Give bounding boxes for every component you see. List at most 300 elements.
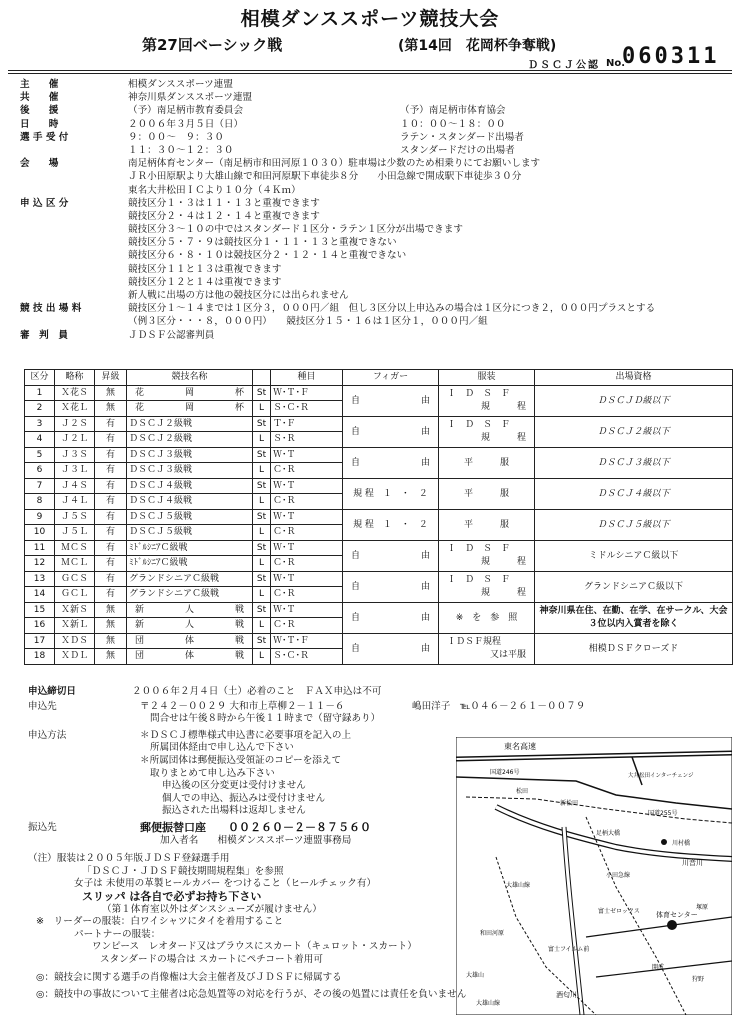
info-value: ＪＲ小田原駅より大雄山線で和田河原駅下車徒歩８分 小田急線で開成駅下車徒歩３０分 — [128, 171, 522, 183]
cell-promotion: 無 — [95, 633, 127, 649]
map-label: 塚原 — [696, 904, 709, 911]
name-part: 花 — [135, 387, 145, 398]
info-value: 競技区分１・３は１１・１３と重複できます — [128, 197, 320, 209]
cell-abbr: Ｘ花Ｌ — [55, 401, 95, 417]
info-row — [20, 236, 732, 249]
name-part: 戦 — [234, 620, 244, 631]
info-row — [20, 223, 732, 236]
info-row — [20, 315, 732, 328]
name-part: 体 — [184, 651, 194, 662]
cell-figure — [343, 509, 439, 540]
cell-promotion: 有 — [95, 509, 127, 525]
cell-type: L — [253, 494, 271, 510]
cell-qualification: 神奈川県在住、在勤、在学、在サークル、大会３位以内入賞者を除く — [535, 602, 733, 633]
cell-figure — [343, 540, 439, 571]
cell-promotion: 有 — [95, 525, 127, 541]
deadline-label: 申込締切日 — [28, 686, 76, 697]
cell-name — [127, 525, 253, 541]
name-part: 岡 — [184, 403, 194, 414]
cell-events: Ｗ･Ｔ･Ｆ — [271, 385, 343, 401]
table-row — [25, 478, 733, 494]
info-row — [20, 263, 732, 276]
contact-value: 嶋田洋子 ℡０４６－２６１－００７９ — [412, 700, 586, 712]
name-text: ＤＳＣＪ２級戦 — [129, 434, 193, 445]
cell-abbr: Ｊ２Ｓ — [55, 416, 95, 432]
cell-no: 12 — [25, 556, 55, 572]
cell-abbr: ＸＤＬ — [55, 649, 95, 665]
cell-name — [127, 432, 253, 448]
event-subtitle: 第27回ベーシック戦 — [142, 36, 283, 54]
venue-map-drawing — [456, 737, 732, 1015]
figure-part: 由 — [420, 550, 430, 561]
cell-promotion: 有 — [95, 463, 127, 479]
cell-qualification: ミドルシニアＣ級以下 — [535, 540, 733, 571]
info-row — [20, 91, 732, 104]
note-line: （第１体育室以外はダンスシューズが履けません） — [102, 903, 322, 915]
name-text: ＤＳＣＪ５級戦 — [129, 527, 193, 538]
address-value: 〒２４２－００２９ 大和市上草柳２－１１－６ — [140, 700, 345, 712]
map-label: 大雄山 — [466, 972, 485, 979]
name-text: ＤＳＣＪ４級戦 — [129, 496, 193, 507]
name-part: 杯 — [234, 403, 244, 414]
cell-attire — [439, 571, 535, 602]
cell-events: Ｃ･Ｒ — [271, 618, 343, 634]
map-label: 体育センター — [656, 911, 698, 919]
attire-line: 規 程 — [480, 587, 526, 598]
info-label: 申 込 区 分 — [20, 197, 69, 209]
cell-no: 1 — [25, 385, 55, 401]
cell-figure — [343, 416, 439, 447]
info-row — [20, 210, 732, 223]
cell-events: Ｗ･Ｔ･Ｆ — [271, 633, 343, 649]
cell-no: 8 — [25, 494, 55, 510]
info-row — [20, 78, 732, 91]
cell-abbr: ＭＣＳ — [55, 540, 95, 556]
cell-name — [127, 618, 253, 634]
venue-map — [456, 737, 732, 1015]
serial-no-label: No. — [606, 58, 626, 69]
cell-no: 3 — [25, 416, 55, 432]
deadline-value: ２００６年２月４日（土）必着のこと ＦＡＸ申込は不可 — [132, 686, 382, 697]
note-line: パートナーの服装： — [74, 928, 161, 940]
map-label: 狩野 — [692, 976, 705, 983]
name-part: 体 — [184, 635, 194, 646]
info-value: 神奈川県ダンススポーツ連盟 — [128, 92, 253, 104]
hours-value: 問合せは午後８時から午後１１時まで（留守録あり） — [150, 713, 381, 725]
figure-part: 自 — [351, 612, 361, 623]
cell-name — [127, 447, 253, 463]
info-label: 競 技 出 場 料 — [20, 303, 82, 315]
info-row — [20, 276, 732, 289]
cell-promotion: 有 — [95, 540, 127, 556]
method-line: 取りまとめて申し込み下さい — [150, 767, 275, 779]
note-line: 「ＤＳＣＪ・ＪＤＳＦ競技期間規程集」を参照 — [82, 865, 284, 877]
cell-qualification: ＤＳＣＪ５級以下 — [535, 509, 733, 540]
name-part: 団 — [135, 651, 145, 662]
cell-promotion: 有 — [95, 556, 127, 572]
info-row — [20, 104, 732, 117]
cell-events: Ｃ･Ｒ — [271, 525, 343, 541]
cell-events: Ｗ･Ｔ — [271, 509, 343, 525]
method-line: 振込された出場料は返却しません — [162, 805, 306, 817]
map-label: 大雄山線 — [476, 1000, 501, 1007]
deadline-row — [20, 686, 732, 699]
table-row — [25, 447, 733, 463]
cell-name — [127, 401, 253, 417]
info-value: 東名大井松田ＩＣより１０分（４Ｋｍ） — [128, 184, 301, 196]
name-part: 人 — [184, 604, 194, 615]
info-row — [20, 184, 732, 197]
info-value: ＪＤＳＦ公認審判員 — [128, 329, 215, 341]
info-label: 後 援 — [20, 105, 59, 117]
map-label: 川村橋 — [672, 840, 691, 847]
map-label: 新松田 — [560, 800, 579, 807]
cell-abbr: Ｊ４Ｌ — [55, 494, 95, 510]
figure-text: 規 程 １ ・ ２ — [353, 488, 428, 499]
cell-events: Ｃ･Ｒ — [271, 556, 343, 572]
cell-events: Ｓ･Ｒ — [271, 432, 343, 448]
cell-figure — [343, 385, 439, 416]
name-part: 人 — [184, 620, 194, 631]
cell-no: 6 — [25, 463, 55, 479]
name-part: 新 — [135, 620, 145, 631]
cell-name — [127, 416, 253, 432]
cell-qualification: ＤＳＣＪＤ級以下 — [535, 385, 733, 416]
cell-promotion: 無 — [95, 649, 127, 665]
figure-part: 由 — [420, 395, 430, 406]
info-value: 競技区分２・４は１２・１４と重複できます — [128, 210, 320, 222]
figure-part: 由 — [420, 581, 430, 592]
info-row — [20, 249, 732, 262]
cell-promotion: 無 — [95, 385, 127, 401]
note-line: ワンピース レオタード又はブラウスにスカート（キュロット・スカート） — [92, 941, 417, 953]
info-value: 競技区分６・８・１０は競技区分２・１２・１４と重複できない — [128, 250, 407, 262]
table-row — [25, 385, 733, 401]
table-row — [25, 509, 733, 525]
cell-attire — [439, 509, 535, 540]
page-title: 相模ダンススポーツ競技大会 — [240, 8, 500, 30]
cell-type: L — [253, 556, 271, 572]
cell-events: Ｃ･Ｒ — [271, 494, 343, 510]
cell-name — [127, 385, 253, 401]
col-header-promotion: 昇級 — [95, 370, 127, 386]
cell-qualification: ＤＳＣＪ３級以下 — [535, 447, 733, 478]
cell-attire — [439, 540, 535, 571]
address-label: 申込先 — [28, 700, 57, 712]
col-header-figure: フィガー — [343, 370, 439, 386]
info-value: （例３区分・・・８，０００円） 競技区分１５・１６は１区分１，０００円／組 — [128, 316, 488, 328]
table-row — [25, 540, 733, 556]
cell-no: 5 — [25, 447, 55, 463]
map-label: 川音川 — [682, 859, 703, 867]
name-text: ＤＳＣＪ３級戦 — [129, 465, 193, 476]
cell-type: St — [253, 571, 271, 587]
note-line: ※ リーダーの服装：白ワイシャツにタイを着用すること — [36, 916, 284, 928]
info-row — [20, 197, 732, 210]
map-label: 東名高速 — [504, 742, 536, 751]
figure-part: 由 — [420, 457, 430, 468]
table-row — [25, 602, 733, 618]
cell-type: L — [253, 649, 271, 665]
cell-figure — [343, 633, 439, 664]
info-value: 競技区分１１と１３は重複できます — [128, 263, 282, 275]
payment-name: 加入者名 相模ダンススポーツ連盟事務局 — [160, 834, 352, 846]
cell-promotion: 無 — [95, 602, 127, 618]
map-label: 国道255号 — [648, 810, 678, 817]
method-line: ＊所属団体は郵便振込受領証のコピーを添えて — [140, 754, 342, 766]
cell-type: L — [253, 432, 271, 448]
cell-events: Ｗ･Ｔ — [271, 571, 343, 587]
info-value: 新人戦に出場の方は他の競技区分には出られません — [128, 290, 349, 301]
name-text: ＤＳＣＪ４級戦 — [129, 480, 193, 491]
map-label: 開成 — [652, 964, 665, 971]
info-row — [20, 157, 732, 170]
note-line: ◎：競技中の事故について主催者は応急処置等の対応を行うが、その後の処置には責任を負いません — [36, 989, 467, 1001]
attire-line: Ｉ Ｄ Ｓ Ｆ — [447, 574, 511, 585]
info-row — [20, 131, 732, 144]
map-label: 大雄山線 — [506, 882, 531, 889]
cell-figure — [343, 571, 439, 602]
info-row — [20, 329, 732, 342]
info-value: 競技区分５・７・９は競技区分１・１１・１３と重複できない — [128, 237, 397, 249]
cell-events: Ｗ･Ｔ — [271, 540, 343, 556]
cell-promotion: 有 — [95, 432, 127, 448]
cell-promotion: 有 — [95, 587, 127, 603]
payment-label: 振込先 — [28, 821, 57, 833]
col-header-category: 区分 — [25, 370, 55, 386]
attire-line: 又は平服 — [489, 649, 526, 660]
cell-promotion: 有 — [95, 494, 127, 510]
map-label: 国道246号 — [490, 769, 520, 776]
cell-qualification: 相模ＤＳＦクローズド — [535, 633, 733, 664]
cell-figure — [343, 602, 439, 633]
info-label: 主 催 — [20, 79, 59, 90]
event-subtitle-2: (第14回 花岡杯争奪戦) — [398, 38, 557, 54]
figure-part: 由 — [420, 426, 430, 437]
header — [0, 0, 740, 72]
col-header-type — [253, 370, 271, 386]
method-line: ＊ＤＳＣＪ標準様式申込書に必要事項を記入の上 — [140, 729, 352, 741]
name-text: グランドシニアＣ級戦 — [129, 573, 220, 584]
info-row — [20, 302, 732, 315]
note-line: ◎：競技会に関する選手の肖像権は大会主催者及びＪＤＳＦに帰属する — [36, 972, 342, 984]
cell-name — [127, 463, 253, 479]
table-row — [25, 633, 733, 649]
method-line: 所属団体経由で申し込んで下さい — [150, 742, 294, 754]
cell-promotion: 無 — [95, 618, 127, 634]
attire-line: 規 程 — [480, 556, 526, 567]
cell-promotion: 有 — [95, 447, 127, 463]
cell-abbr: Ｘ新Ｌ — [55, 618, 95, 634]
name-part: 花 — [135, 403, 145, 414]
note-line: （注）服装は２００５年版ＪＤＳＦ登録選手用 — [28, 853, 230, 865]
info-value: 競技区分１～１４までは１区分３，０００円／組 但し３区分以上申込みの場合は１区分につき２，０００円プラスとする — [128, 303, 656, 315]
attire-text: ※ を 参 照 — [455, 612, 518, 623]
cell-name — [127, 478, 253, 494]
cell-type: St — [253, 447, 271, 463]
cell-abbr: Ｘ新Ｓ — [55, 602, 95, 618]
payment-account: 郵便振替口座 ００２６０－２－８７５６０ — [140, 820, 371, 834]
cell-no: 7 — [25, 478, 55, 494]
name-text: ﾐﾄﾞﾙｼﾆｱＣ級戦 — [129, 558, 188, 569]
cell-type: St — [253, 540, 271, 556]
info-value: （予）南足柄市教育委員会 — [128, 105, 244, 117]
cell-qualification: グランドシニアＣ級以下 — [535, 571, 733, 602]
cell-abbr: Ｊ３Ｌ — [55, 463, 95, 479]
info-row — [20, 289, 732, 302]
name-part: 戦 — [234, 604, 244, 615]
col-header-attire: 服装 — [439, 370, 535, 386]
method-line: 申込後の区分変更は受付けません — [162, 780, 306, 792]
cell-name — [127, 649, 253, 665]
map-label: 酒匂川 — [556, 991, 577, 999]
table-row — [25, 571, 733, 587]
figure-part: 自 — [351, 426, 361, 437]
cell-name — [127, 494, 253, 510]
cell-events: Ｃ･Ｒ — [271, 463, 343, 479]
cell-no: 10 — [25, 525, 55, 541]
header-divider-bottom — [8, 73, 732, 74]
cell-name — [127, 602, 253, 618]
figure-part: 由 — [420, 612, 430, 623]
cell-abbr: ＧＣＬ — [55, 587, 95, 603]
cell-figure — [343, 447, 439, 478]
figure-part: 自 — [351, 395, 361, 406]
name-part: 戦 — [234, 635, 244, 646]
info-row — [20, 144, 732, 157]
cell-type: L — [253, 463, 271, 479]
dscj-certified-label: ＤＳＣＪ公認 — [528, 60, 600, 71]
cell-events: Ｓ･Ｃ･Ｒ — [271, 401, 343, 417]
cell-abbr: Ｊ２Ｌ — [55, 432, 95, 448]
cell-name — [127, 633, 253, 649]
road — [586, 917, 732, 937]
name-text: ＤＳＣＪ３級戦 — [129, 449, 193, 460]
info-label: 審 判 員 — [20, 329, 68, 341]
attire-line: 規 程 — [480, 401, 526, 412]
map-label: 大井松田インターチェンジ — [628, 773, 694, 779]
attire-line: ＩＤＳＦ規程 — [447, 636, 502, 647]
cell-no: 4 — [25, 432, 55, 448]
name-text: ＤＳＣＪ５級戦 — [129, 511, 193, 522]
cell-type: St — [253, 416, 271, 432]
attire-line: Ｉ Ｄ Ｓ Ｆ — [447, 543, 511, 554]
info-label: 選 手 受 付 — [20, 131, 69, 143]
info-value: 南足柄体育センター（南足柄市和田河原１０３０）駐車場は少数のため相乗りにてお願いします — [128, 158, 541, 170]
note-line: 女子は 未使用の革製ヒールカバー をつけること（ヒールチェック有） — [74, 878, 377, 890]
cell-abbr: ＧＣＳ — [55, 571, 95, 587]
cell-figure — [343, 478, 439, 509]
cell-no: 11 — [25, 540, 55, 556]
info-row — [20, 170, 732, 183]
cell-type: L — [253, 525, 271, 541]
figure-part: 自 — [351, 457, 361, 468]
serial-number: 060311 — [622, 44, 720, 69]
info-value: 相模ダンススポーツ連盟 — [128, 79, 233, 90]
info-value: 競技区分１２と１４は重複できます — [128, 276, 282, 288]
map-label: 富士ゼロックス — [598, 908, 640, 915]
header-divider-top — [8, 70, 732, 71]
name-part: 戦 — [234, 651, 244, 662]
figure-part: 自 — [351, 643, 361, 654]
cell-promotion: 無 — [95, 401, 127, 417]
name-part: 団 — [135, 635, 145, 646]
cell-name — [127, 509, 253, 525]
info-value-2: ラテン・スタンダード出場者 — [400, 131, 524, 143]
info-value: 競技区分３～１０の中ではスタンダード１区分・ラテン１区分が出場できます — [128, 224, 463, 236]
col-header-name: 競技名称 — [127, 370, 253, 386]
info-value-2: １０：００～１８：００ — [400, 118, 506, 130]
cell-abbr: Ｊ３Ｓ — [55, 447, 95, 463]
attire-line: Ｉ Ｄ Ｓ Ｆ — [447, 419, 511, 430]
cell-abbr: ＭＣＬ — [55, 556, 95, 572]
cell-events: Ｗ･Ｔ — [271, 478, 343, 494]
map-label: 富士フイルム前 — [548, 946, 590, 953]
hours-row — [20, 713, 732, 726]
cell-events: Ｗ･Ｔ — [271, 447, 343, 463]
cell-qualification: ＤＳＣＪ２級以下 — [535, 416, 733, 447]
cell-abbr: Ｊ４Ｓ — [55, 478, 95, 494]
col-header-events: 種目 — [271, 370, 343, 386]
cell-no: 14 — [25, 587, 55, 603]
figure-part: 自 — [351, 550, 361, 561]
attire-text: 平 服 — [463, 488, 509, 499]
col-header-qualification: 出場資格 — [535, 370, 733, 386]
name-text: ＤＳＣＪ２級戦 — [129, 418, 193, 429]
cell-type: St — [253, 509, 271, 525]
figure-part: 自 — [351, 581, 361, 592]
name-part: 新 — [135, 604, 145, 615]
bridge-marker — [661, 839, 667, 845]
info-value-2: （予）南足柄市体育協会 — [400, 105, 506, 117]
note-line: スタンダードの場合は スカートにペチコート着用可 — [100, 953, 323, 965]
table-row — [25, 416, 733, 432]
cell-promotion: 有 — [95, 478, 127, 494]
name-part: 岡 — [184, 387, 194, 398]
cell-events: Ｔ･Ｆ — [271, 416, 343, 432]
cell-name — [127, 571, 253, 587]
cell-no: 16 — [25, 618, 55, 634]
cell-type: St — [253, 385, 271, 401]
route-246-road — [456, 777, 732, 809]
cell-no: 18 — [25, 649, 55, 665]
map-label: 足柄大橋 — [596, 830, 621, 837]
cell-attire — [439, 416, 535, 447]
attire-text: 平 服 — [463, 457, 509, 468]
map-label: 松田 — [516, 788, 529, 795]
cell-no: 17 — [25, 633, 55, 649]
cell-no: 2 — [25, 401, 55, 417]
cell-abbr: Ｊ５Ｌ — [55, 525, 95, 541]
cell-type: L — [253, 618, 271, 634]
cell-attire — [439, 385, 535, 416]
table-header-row — [25, 370, 733, 386]
category-table — [24, 369, 733, 665]
cell-events: Ｗ･Ｔ — [271, 602, 343, 618]
name-part: 杯 — [234, 387, 244, 398]
info-value-2: スタンダードだけの出場者 — [400, 144, 515, 156]
cell-no: 15 — [25, 602, 55, 618]
cell-qualification: ＤＳＣＪ４級以下 — [535, 478, 733, 509]
method-line: 個人での申込、振込みは受付けません — [162, 792, 326, 804]
name-text: グランドシニアＣ級戦 — [129, 589, 220, 600]
name-text: ﾐﾄﾞﾙｼﾆｱＣ級戦 — [129, 542, 188, 553]
cell-events: Ｓ･Ｃ･Ｒ — [271, 649, 343, 665]
cell-attire — [439, 602, 535, 633]
attire-line: Ｉ Ｄ Ｓ Ｆ — [447, 388, 511, 399]
event-info — [20, 78, 732, 342]
col-header-abbr: 略称 — [55, 370, 95, 386]
